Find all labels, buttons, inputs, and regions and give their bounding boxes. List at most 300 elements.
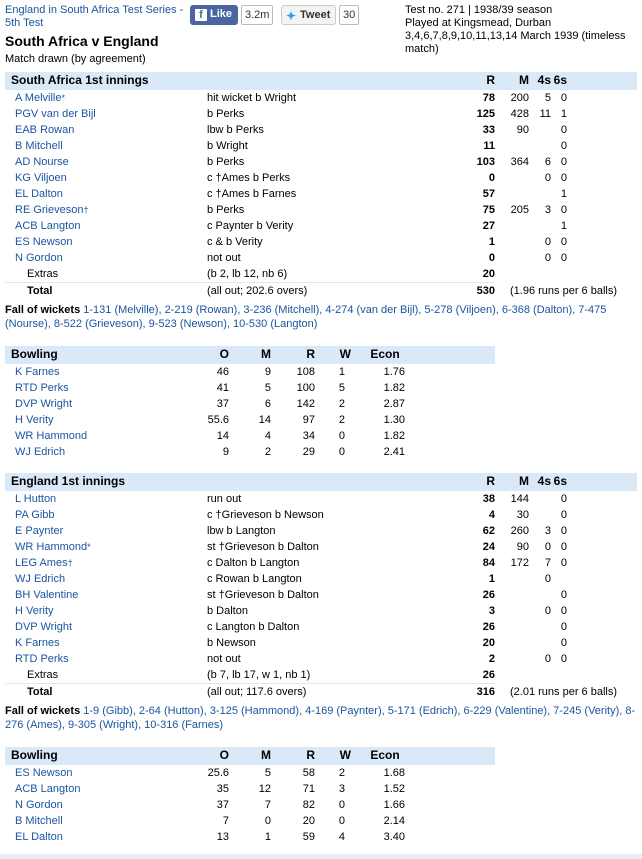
batsman-name[interactable]: DVP Wright [15, 621, 73, 633]
fall-of-wickets-label: Fall of wickets [5, 304, 81, 316]
role-mark: * [87, 542, 91, 552]
dismissal: lbw b Langton [207, 525, 276, 537]
economy: 1.68 [383, 767, 405, 779]
batsman-row [5, 122, 637, 138]
fall-of-wickets-list: 1-131 (Melville), 2-219 (Rowan), 3-236 (Mitchell), 4-274 (van der Bijl), 5-278 (Viljoen), 6-368 (Dalton), 7-475 (Nourse), 8-522 (Grieveson), 9-523 (Newson), 10-530 (Langton) [5, 304, 607, 330]
dismissal: c †Grieveson b Newson [207, 509, 324, 521]
dismissal: b Dalton [207, 605, 248, 617]
wickets: 4 [338, 831, 345, 843]
bowler-row [5, 765, 495, 781]
batsman-row [5, 491, 637, 507]
maidens: 5 [264, 767, 271, 779]
dismissal: st †Grieveson b Dalton [207, 541, 319, 553]
runs: 38 [482, 493, 495, 505]
batsman-name[interactable]: N Gordon [15, 252, 63, 264]
runs-conceded: 58 [302, 767, 315, 779]
minutes: 205 [510, 204, 529, 216]
column-header: 6s [553, 474, 567, 488]
overs: 41 [216, 382, 229, 394]
wickets: 1 [338, 366, 345, 378]
bowler-row [5, 380, 495, 396]
fall-of-wickets [5, 303, 637, 331]
column-header: 6s [553, 73, 567, 87]
facebook-icon: f [195, 9, 207, 21]
batsman-row [5, 186, 637, 202]
wickets: 5 [338, 382, 345, 394]
wickets: 2 [338, 767, 345, 779]
match-dates: 3,4,6,7,8,9,10,11,13,14 March 1939 (timeless match) [405, 30, 626, 55]
sixes: 0 [560, 92, 567, 104]
overs: 13 [216, 831, 229, 843]
maidens: 14 [258, 414, 271, 426]
batsman-name-link[interactable] [15, 250, 63, 266]
sixes: 0 [560, 637, 567, 649]
test-number: Test no. 271 | 1938/39 season [405, 4, 553, 16]
bowler-row [5, 829, 495, 845]
total-row [5, 283, 637, 299]
batsman-name[interactable]: WR Hammond [15, 541, 88, 553]
total-detail: (all out; 202.6 overs) [207, 285, 308, 297]
innings-header [5, 72, 637, 90]
runs: 84 [482, 557, 495, 569]
bowler-row [5, 813, 495, 829]
dismissal: c Rowan b Langton [207, 573, 302, 585]
wickets: 2 [338, 398, 345, 410]
bowling-title: Bowling [11, 347, 58, 361]
facebook-like-button[interactable] [190, 5, 238, 25]
total-detail: (all out; 117.6 overs) [207, 686, 307, 698]
fall-of-wickets [5, 704, 637, 732]
batsman-name[interactable]: E Paynter [15, 525, 64, 537]
dismissal: c †Ames b Farnes [207, 188, 297, 200]
overs: 9 [222, 446, 229, 458]
batsman-name[interactable]: PA Gibb [15, 509, 55, 521]
dismissal: b Perks [207, 156, 245, 168]
sixes: 0 [560, 252, 567, 264]
batsman-row [5, 250, 637, 266]
column-header: M [261, 347, 271, 361]
runs: 103 [476, 156, 495, 168]
batsman-row [5, 106, 637, 122]
batsman-name[interactable]: EAB Rowan [15, 124, 75, 136]
economy: 1.76 [383, 366, 405, 378]
fours: 0 [544, 573, 551, 585]
batsman-name[interactable]: EL Dalton [15, 188, 63, 200]
batsman-name-link[interactable] [15, 651, 69, 667]
batsman-row [5, 619, 637, 635]
maidens: 4 [264, 430, 271, 442]
batsman-row [5, 170, 637, 186]
wickets: 0 [338, 430, 345, 442]
total-runs: 530 [476, 285, 495, 297]
dismissal: c †Ames b Perks [207, 172, 291, 184]
maidens: 7 [264, 799, 271, 811]
batsman-name[interactable]: ACB Langton [15, 220, 81, 232]
sixes: 0 [560, 172, 567, 184]
role-mark: † [67, 558, 73, 568]
column-header: R [306, 748, 315, 762]
match-result: Match drawn (by agreement) [5, 53, 146, 65]
overs: 25.6 [207, 767, 229, 779]
batsman-name[interactable]: AD Nourse [15, 156, 69, 168]
extras-label: Extras [27, 669, 59, 681]
bowler-row [5, 412, 495, 428]
like-count: 3.2m [241, 5, 273, 25]
column-header: O [219, 748, 229, 762]
dismissal: b Perks [207, 204, 245, 216]
batsman-name-link[interactable] [15, 154, 69, 170]
fours: 0 [544, 236, 551, 248]
column-header: Econ [370, 347, 400, 361]
runs: 24 [482, 541, 495, 553]
sixes: 0 [560, 236, 567, 248]
runs-conceded: 82 [302, 799, 315, 811]
overs: 46 [216, 366, 229, 378]
wickets: 0 [338, 446, 345, 458]
runs: 0 [488, 172, 495, 184]
bowler-row [5, 364, 495, 380]
overs: 14 [216, 430, 229, 442]
batsman-name[interactable]: L Hutton [15, 493, 57, 505]
bowling-header [5, 346, 495, 364]
batsman-name-link[interactable] [15, 619, 72, 635]
column-header: M [261, 748, 271, 762]
economy: 2.14 [383, 815, 405, 827]
wickets: 0 [338, 815, 345, 827]
batsman-name-link[interactable] [15, 635, 60, 651]
economy: 2.41 [383, 446, 405, 458]
dismissal: c Langton b Dalton [207, 621, 300, 633]
bowler-name[interactable]: EL Dalton [15, 831, 63, 843]
wickets: 2 [338, 414, 345, 426]
bowler-name[interactable]: N Gordon [15, 799, 63, 811]
run-rate: (2.01 runs per 6 balls) [510, 686, 617, 698]
fours: 3 [544, 525, 551, 537]
economy: 1.82 [383, 430, 405, 442]
bowler-row [5, 797, 495, 813]
batsman-row [5, 651, 637, 667]
innings-title: South Africa 1st innings [11, 73, 149, 87]
match-info [405, 4, 637, 56]
batsman-name-link[interactable] [15, 555, 73, 571]
batsman-name[interactable]: LEG Ames [15, 557, 68, 569]
tweet-label: Tweet [300, 9, 331, 21]
minutes: 172 [510, 557, 529, 569]
sixes: 0 [560, 653, 567, 665]
overs: 7 [222, 815, 229, 827]
runs: 20 [482, 637, 495, 649]
sixes: 0 [560, 509, 567, 521]
batsman-name-link[interactable] [15, 202, 89, 218]
economy: 1.82 [383, 382, 405, 394]
bowler-name[interactable]: H Verity [15, 414, 54, 426]
dismissal: not out [207, 653, 241, 665]
bowler-name[interactable]: K Farnes [15, 366, 60, 378]
innings-header [5, 473, 637, 491]
total-row [5, 684, 637, 700]
batsman-name-link[interactable] [15, 587, 78, 603]
batsman-name-link[interactable] [15, 90, 65, 106]
runs: 27 [482, 220, 495, 232]
sixes: 0 [560, 493, 567, 505]
minutes: 200 [510, 92, 529, 104]
minutes: 90 [516, 124, 529, 136]
batsman-name-link[interactable] [15, 603, 54, 619]
total-label: Total [27, 285, 53, 297]
batsman-name-link[interactable] [15, 218, 80, 234]
dismissal: c Paynter b Verity [207, 220, 294, 232]
bowler-name[interactable]: DVP Wright [15, 398, 73, 410]
fall-of-wickets-label: Fall of wickets [5, 705, 81, 717]
dismissal: b Wright [207, 140, 248, 152]
runs: 78 [482, 92, 495, 104]
sixes: 1 [560, 220, 567, 232]
batsman-name-link[interactable] [15, 122, 74, 138]
bowler-name[interactable]: B Mitchell [15, 815, 63, 827]
batsman-row [5, 138, 637, 154]
batsman-row [5, 90, 637, 106]
column-header: M [519, 474, 529, 488]
dismissal: b Perks [207, 108, 245, 120]
dismissal: st †Grieveson b Dalton [207, 589, 319, 601]
runs-conceded: 59 [302, 831, 315, 843]
venue: Played at Kingsmead, Durban [405, 17, 552, 29]
batsman-row [5, 587, 637, 603]
batsman-name[interactable]: B Mitchell [15, 140, 63, 152]
batsman-name[interactable]: RTD Perks [15, 653, 69, 665]
batsman-name[interactable]: ES Newson [15, 236, 73, 248]
economy: 3.40 [383, 831, 405, 843]
tweet-count: 30 [339, 5, 359, 25]
dismissal: b Newson [207, 637, 256, 649]
sixes: 0 [560, 156, 567, 168]
runs: 125 [476, 108, 495, 120]
bowler-name[interactable]: ACB Langton [15, 783, 81, 795]
bowler-name[interactable]: ES Newson [15, 767, 73, 779]
batsman-name-link[interactable] [15, 523, 63, 539]
batsman-row [5, 555, 637, 571]
batsman-name-link[interactable] [15, 186, 63, 202]
bowler-name[interactable]: WR Hammond [15, 430, 88, 442]
dismissal: not out [207, 252, 241, 264]
batsman-name-link[interactable] [15, 170, 67, 186]
batsman-name-link[interactable] [15, 507, 55, 523]
bowler-name[interactable]: RTD Perks [15, 382, 69, 394]
batsman-name-link[interactable] [15, 539, 91, 555]
batsman-name-link[interactable] [15, 491, 56, 507]
maidens: 6 [264, 398, 271, 410]
runs: 3 [488, 605, 495, 617]
runs: 26 [482, 621, 495, 633]
economy: 1.66 [383, 799, 405, 811]
batsman-name-link[interactable] [15, 106, 96, 122]
dismissal: c & b Verity [207, 236, 263, 248]
batsman-row [5, 507, 637, 523]
column-header: W [339, 347, 351, 361]
overs: 37 [216, 398, 229, 410]
fours: 0 [544, 252, 551, 264]
sixes: 1 [560, 108, 567, 120]
column-header: R [306, 347, 315, 361]
minutes: 144 [510, 493, 529, 505]
dismissal: c Dalton b Langton [207, 557, 300, 569]
maidens: 9 [264, 366, 271, 378]
runs-conceded: 71 [302, 783, 315, 795]
sixes: 0 [560, 621, 567, 633]
column-header: O [219, 347, 229, 361]
sixes: 0 [560, 557, 567, 569]
batsman-name[interactable]: H Verity [15, 605, 54, 617]
bowler-row [5, 444, 495, 460]
fours: 0 [544, 653, 551, 665]
minutes: 428 [510, 108, 529, 120]
sixes: 0 [560, 140, 567, 152]
sixes: 1 [560, 188, 567, 200]
batsman-row [5, 218, 637, 234]
bowler-name[interactable]: WJ Edrich [15, 446, 66, 458]
bowling-header [5, 747, 495, 765]
fours: 5 [544, 92, 551, 104]
column-header: Econ [370, 748, 400, 762]
runs: 4 [488, 509, 495, 521]
wickets: 3 [338, 783, 345, 795]
overs: 37 [216, 799, 229, 811]
minutes: 30 [516, 509, 529, 521]
bowler-row [5, 396, 495, 412]
fours: 6 [544, 156, 551, 168]
maidens: 2 [264, 446, 271, 458]
minutes: 364 [510, 156, 529, 168]
runs: 33 [482, 124, 495, 136]
batsman-row [5, 539, 637, 555]
maidens: 12 [258, 783, 271, 795]
like-label: Like [210, 8, 233, 20]
fours: 0 [544, 605, 551, 617]
total-label: Total [27, 686, 53, 698]
runs-conceded: 108 [296, 366, 315, 378]
batsman-name[interactable]: RE Grieveson [15, 204, 84, 216]
runs: 1 [488, 236, 495, 248]
column-header: R [486, 474, 495, 488]
extras-runs: 20 [482, 268, 495, 280]
batsman-row [5, 154, 637, 170]
fours: 11 [539, 108, 551, 120]
maidens: 5 [264, 382, 271, 394]
runs: 26 [482, 589, 495, 601]
column-header: W [339, 748, 351, 762]
match-title: South Africa v England [5, 33, 159, 49]
bowler-row [5, 428, 495, 444]
batsman-name-link[interactable] [15, 571, 65, 587]
batsman-row [5, 234, 637, 250]
fours: 0 [544, 172, 551, 184]
innings-title: England 1st innings [11, 474, 126, 488]
sixes: 0 [560, 589, 567, 601]
batsman-name[interactable]: BH Valentine [15, 589, 79, 601]
runs: 11 [483, 140, 495, 152]
tweet-button[interactable] [281, 5, 336, 25]
batsman-row [5, 603, 637, 619]
overs: 35 [216, 783, 229, 795]
run-rate: (1.96 runs per 6 balls) [510, 285, 617, 297]
sixes: 0 [560, 124, 567, 136]
batsman-name[interactable]: K Farnes [15, 637, 60, 649]
column-header: R [486, 73, 495, 87]
batsman-row [5, 571, 637, 587]
overs: 55.6 [207, 414, 229, 426]
extras-detail: (b 2, lb 12, nb 6) [207, 268, 288, 280]
fours: 7 [544, 557, 551, 569]
batsman-name-link[interactable] [15, 138, 63, 154]
role-mark: * [61, 93, 65, 103]
dismissal: run out [207, 493, 242, 505]
batsman-name[interactable]: PGV van der Bijl [15, 108, 96, 120]
runs: 75 [482, 204, 495, 216]
sixes: 0 [560, 525, 567, 537]
batsman-row [5, 523, 637, 539]
sixes: 0 [560, 605, 567, 617]
runs: 2 [488, 653, 495, 665]
match-header [0, 0, 642, 70]
column-header: 4s [537, 474, 551, 488]
runs: 0 [488, 252, 495, 264]
twitter-bird-icon: ✦ [286, 9, 297, 23]
extras-row [5, 266, 637, 282]
runs-conceded: 20 [302, 815, 315, 827]
runs-conceded: 34 [302, 430, 315, 442]
runs: 57 [482, 188, 495, 200]
batsman-name[interactable]: A Melville [15, 92, 62, 104]
runs: 62 [482, 525, 495, 537]
wickets: 0 [338, 799, 345, 811]
minutes: 260 [510, 525, 529, 537]
runs-conceded: 142 [296, 398, 315, 410]
runs-conceded: 97 [302, 414, 315, 426]
extras-detail: (b 7, lb 17, w 1, nb 1) [207, 669, 311, 681]
column-header: M [519, 73, 529, 87]
bowler-row [5, 781, 495, 797]
extras-row [5, 667, 637, 683]
extras-label: Extras [27, 268, 59, 280]
column-header: 4s [537, 73, 551, 87]
economy: 1.30 [383, 414, 405, 426]
series-link[interactable]: England in South Africa Test Series - 5th Test [5, 4, 184, 29]
maidens: 1 [264, 831, 271, 843]
dismissal: lbw b Perks [207, 124, 264, 136]
fours: 3 [544, 204, 551, 216]
dismissal: hit wicket b Wright [207, 92, 297, 104]
batsman-name[interactable]: KG Viljoen [15, 172, 67, 184]
footer-bar [0, 854, 642, 859]
batsman-name[interactable]: WJ Edrich [15, 573, 66, 585]
runs-conceded: 29 [302, 446, 315, 458]
economy: 1.52 [383, 783, 405, 795]
fall-of-wickets-list: 1-9 (Gibb), 2-64 (Hutton), 3-125 (Hammond), 4-169 (Paynter), 5-171 (Edrich), 6-229 (Valentine), 7-245 (Verity), 8-276 (Ames), 9-305 (Wright), 10-316 (Farnes) [5, 705, 636, 731]
total-runs: 316 [476, 686, 495, 698]
role-mark: † [83, 205, 89, 215]
fours: 0 [544, 541, 551, 553]
runs-conceded: 100 [296, 382, 315, 394]
sixes: 0 [560, 541, 567, 553]
batsman-row [5, 202, 637, 218]
bowling-title: Bowling [11, 748, 58, 762]
runs: 1 [488, 573, 495, 585]
minutes: 90 [516, 541, 529, 553]
economy: 2.87 [383, 398, 405, 410]
sixes: 0 [560, 204, 567, 216]
batsman-name-link[interactable] [15, 234, 72, 250]
batsman-row [5, 635, 637, 651]
